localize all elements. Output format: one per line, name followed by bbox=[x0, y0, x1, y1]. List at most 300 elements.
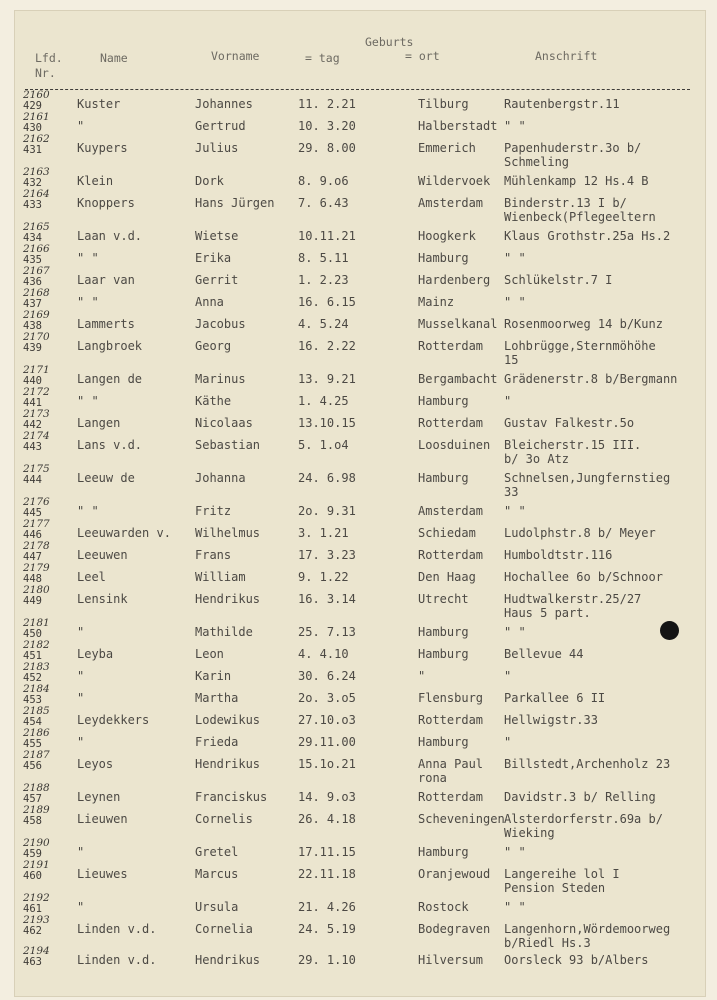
first-name: Marcus bbox=[195, 867, 239, 881]
birth-date: 1. 4.25 bbox=[298, 394, 349, 408]
birth-date: 22.11.18 bbox=[298, 867, 356, 881]
address: " bbox=[504, 669, 512, 683]
table-row bbox=[15, 309, 705, 339]
birth-place: Scheveningen bbox=[418, 812, 505, 826]
header-vorname: Vorname bbox=[211, 49, 260, 63]
address: Klaus Grothstr.25a Hs.2 bbox=[504, 229, 671, 243]
table-row bbox=[15, 364, 705, 394]
address-line2: Pension Steden bbox=[504, 881, 606, 895]
surname: " " bbox=[77, 504, 99, 518]
table-row bbox=[15, 408, 705, 438]
birth-place: Hilversum bbox=[418, 953, 484, 967]
address-line2: 15 bbox=[504, 353, 519, 367]
birth-date: 17. 3.23 bbox=[298, 548, 356, 562]
surname: Leeuwen bbox=[77, 548, 128, 562]
address: " " bbox=[504, 845, 526, 859]
header-rule bbox=[25, 89, 690, 90]
surname: Lans v.d. bbox=[77, 438, 143, 452]
address: Hudtwalkerstr.25/27 bbox=[504, 592, 642, 606]
first-name: Hendrikus bbox=[195, 953, 261, 967]
first-name: Sebastian bbox=[195, 438, 261, 452]
table-row bbox=[15, 89, 705, 119]
address: Schlükelstr.7 I bbox=[504, 273, 613, 287]
table-row bbox=[15, 463, 705, 499]
handwritten-number: 2180 bbox=[23, 584, 50, 596]
birth-date: 10.11.21 bbox=[298, 229, 356, 243]
birth-place: Hamburg bbox=[418, 251, 469, 265]
surname: " bbox=[77, 691, 85, 705]
handwritten-number: 2161 bbox=[23, 111, 50, 123]
address-line2: Schmeling bbox=[504, 155, 570, 169]
address-line2: 33 bbox=[504, 485, 519, 499]
surname: " " bbox=[77, 251, 99, 265]
surname: Langen bbox=[77, 416, 121, 430]
handwritten-number: 2170 bbox=[23, 331, 50, 343]
row-number: 454 bbox=[23, 716, 42, 728]
surname: Lieuwen bbox=[77, 812, 128, 826]
birth-place: Hamburg bbox=[418, 735, 469, 749]
table-row bbox=[15, 584, 705, 620]
handwritten-number: 2183 bbox=[23, 661, 50, 673]
handwritten-number: 2191 bbox=[23, 859, 50, 871]
header-anschrift: Anschrift bbox=[535, 49, 598, 63]
birth-place: Wildervoek bbox=[418, 174, 491, 188]
birth-place: Hamburg bbox=[418, 471, 469, 485]
table-row bbox=[15, 804, 705, 840]
surname: Kuypers bbox=[77, 141, 128, 155]
birth-date: 7. 6.43 bbox=[298, 196, 349, 210]
table-row bbox=[15, 243, 705, 273]
address: Binderstr.13 I b/ bbox=[504, 196, 627, 210]
birth-place: Tilburg bbox=[418, 97, 469, 111]
handwritten-number: 2169 bbox=[23, 309, 50, 321]
address: Rautenbergstr.11 bbox=[504, 97, 620, 111]
first-name: Käthe bbox=[195, 394, 232, 408]
row-number: 437 bbox=[23, 298, 42, 310]
address: Parkallee 6 II bbox=[504, 691, 606, 705]
first-name: Karin bbox=[195, 669, 232, 683]
surname: " " bbox=[77, 394, 99, 408]
row-number: 439 bbox=[23, 342, 42, 354]
birth-place: Bodegraven bbox=[418, 922, 491, 936]
birth-place: Amsterdam bbox=[418, 196, 484, 210]
row-number: 447 bbox=[23, 551, 42, 563]
birth-date: 27.10.o3 bbox=[298, 713, 356, 727]
birth-date: 1. 2.23 bbox=[298, 273, 349, 287]
handwritten-number: 2181 bbox=[23, 617, 50, 629]
birth-place: Rotterdam bbox=[418, 548, 484, 562]
address: " " bbox=[504, 251, 526, 265]
first-name: Lodewikus bbox=[195, 713, 261, 727]
row-number: 446 bbox=[23, 529, 42, 541]
first-name: Marinus bbox=[195, 372, 246, 386]
handwritten-number: 2176 bbox=[23, 496, 50, 508]
row-number: 449 bbox=[23, 595, 42, 607]
birth-date: 15.1o.21 bbox=[298, 757, 356, 771]
row-number: 458 bbox=[23, 815, 42, 827]
first-name: Fritz bbox=[195, 504, 232, 518]
birth-place: Mainz bbox=[418, 295, 455, 309]
birth-date: 16. 2.22 bbox=[298, 339, 356, 353]
row-number: 443 bbox=[23, 441, 42, 453]
table-row bbox=[15, 496, 705, 526]
surname: Leyos bbox=[77, 757, 114, 771]
surname: Leyba bbox=[77, 647, 114, 661]
handwritten-number: 2177 bbox=[23, 518, 50, 530]
first-name: Hans Jürgen bbox=[195, 196, 275, 210]
birth-date: 8. 9.o6 bbox=[298, 174, 349, 188]
surname: " bbox=[77, 119, 85, 133]
surname: Linden v.d. bbox=[77, 922, 157, 936]
address: Humboldtstr.116 bbox=[504, 548, 613, 562]
row-number: 448 bbox=[23, 573, 42, 585]
address: Mühlenkamp 12 Hs.4 B bbox=[504, 174, 649, 188]
handwritten-number: 2166 bbox=[23, 243, 50, 255]
address: Langereihe lol I bbox=[504, 867, 620, 881]
handwritten-number: 2174 bbox=[23, 430, 50, 442]
address: " " bbox=[504, 295, 526, 309]
first-name: Georg bbox=[195, 339, 232, 353]
first-name: Erika bbox=[195, 251, 232, 265]
row-number: 438 bbox=[23, 320, 42, 332]
surname: Lieuwes bbox=[77, 867, 128, 881]
address: Bellevue 44 bbox=[504, 647, 584, 661]
surname: " bbox=[77, 735, 85, 749]
surname: Lensink bbox=[77, 592, 128, 606]
address: " bbox=[504, 394, 512, 408]
table-row bbox=[15, 166, 705, 196]
handwritten-number: 2163 bbox=[23, 166, 50, 178]
row-number: 430 bbox=[23, 122, 42, 134]
address-line2: b/ 3o Atz bbox=[504, 452, 570, 466]
birth-date: 17.11.15 bbox=[298, 845, 356, 859]
table-row bbox=[15, 540, 705, 570]
row-number: 462 bbox=[23, 925, 42, 937]
birth-place: Loosduinen bbox=[418, 438, 491, 452]
birth-date: 2o. 3.o5 bbox=[298, 691, 356, 705]
row-number: 435 bbox=[23, 254, 42, 266]
address: Langenhorn,Wördemoorweg bbox=[504, 922, 671, 936]
row-number: 440 bbox=[23, 375, 42, 387]
surname: Leeuw de bbox=[77, 471, 135, 485]
first-name: Jacobus bbox=[195, 317, 246, 331]
table-row bbox=[15, 331, 705, 367]
birth-date: 4. 5.24 bbox=[298, 317, 349, 331]
surname: Leeuwarden v. bbox=[77, 526, 171, 540]
handwritten-number: 2165 bbox=[23, 221, 50, 233]
table-row bbox=[15, 892, 705, 922]
row-number: 459 bbox=[23, 848, 42, 860]
birth-date: 30. 6.24 bbox=[298, 669, 356, 683]
row-number: 432 bbox=[23, 177, 42, 189]
address: Davidstr.3 b/ Relling bbox=[504, 790, 656, 804]
row-number: 455 bbox=[23, 738, 42, 750]
handwritten-number: 2186 bbox=[23, 727, 50, 739]
first-name: Franciskus bbox=[195, 790, 268, 804]
table-row bbox=[15, 430, 705, 466]
first-name: Ursula bbox=[195, 900, 239, 914]
birth-place: Bergambacht bbox=[418, 372, 498, 386]
table-row bbox=[15, 111, 705, 141]
birth-date: 10. 3.20 bbox=[298, 119, 356, 133]
address: Bleicherstr.15 III. bbox=[504, 438, 642, 452]
birth-place: Den Haag bbox=[418, 570, 476, 584]
first-name: Gretel bbox=[195, 845, 239, 859]
birth-date: 24. 5.19 bbox=[298, 922, 356, 936]
surname: Laan v.d. bbox=[77, 229, 143, 243]
surname: Leynen bbox=[77, 790, 121, 804]
handwritten-number: 2171 bbox=[23, 364, 50, 376]
address: Grädenerstr.8 b/Bergmann bbox=[504, 372, 678, 386]
birth-place: Hamburg bbox=[418, 625, 469, 639]
birth-place: Hamburg bbox=[418, 394, 469, 408]
birth-place: Hamburg bbox=[418, 845, 469, 859]
birth-place: Rotterdam bbox=[418, 416, 484, 430]
surname: " " bbox=[77, 295, 99, 309]
first-name: Cornelis bbox=[195, 812, 253, 826]
address: Hochallee 6o b/Schnoor bbox=[504, 570, 663, 584]
handwritten-number: 2175 bbox=[23, 463, 50, 475]
birth-place: Utrecht bbox=[418, 592, 469, 606]
birth-date: 9. 1.22 bbox=[298, 570, 349, 584]
header-tag: = tag bbox=[305, 51, 340, 65]
handwritten-number: 2164 bbox=[23, 188, 50, 200]
handwritten-number: 2192 bbox=[23, 892, 50, 904]
first-name: Frans bbox=[195, 548, 232, 562]
table-row bbox=[15, 617, 705, 647]
header-name: Name bbox=[100, 51, 128, 65]
birth-date: 24. 6.98 bbox=[298, 471, 356, 485]
birth-date: 13.10.15 bbox=[298, 416, 356, 430]
row-number: 456 bbox=[23, 760, 42, 772]
punch-hole bbox=[660, 621, 679, 640]
handwritten-number: 2168 bbox=[23, 287, 50, 299]
handwritten-number: 2190 bbox=[23, 837, 50, 849]
birth-date: 26. 4.18 bbox=[298, 812, 356, 826]
table-row bbox=[15, 837, 705, 867]
surname: Klein bbox=[77, 174, 114, 188]
first-name: Hendrikus bbox=[195, 592, 261, 606]
handwritten-number: 2184 bbox=[23, 683, 50, 695]
birth-date: 25. 7.13 bbox=[298, 625, 356, 639]
first-name: William bbox=[195, 570, 246, 584]
birth-place: Flensburg bbox=[418, 691, 484, 705]
birth-place: Halberstadt bbox=[418, 119, 498, 133]
first-name: Wilhelmus bbox=[195, 526, 261, 540]
table-row bbox=[15, 749, 705, 785]
surname: Linden v.d. bbox=[77, 953, 157, 967]
address: " " bbox=[504, 625, 526, 639]
address-line2: b/Riedl Hs.3 bbox=[504, 936, 591, 950]
surname: Laar van bbox=[77, 273, 135, 287]
row-number: 457 bbox=[23, 793, 42, 805]
surname: " bbox=[77, 625, 85, 639]
row-number: 433 bbox=[23, 199, 42, 211]
birth-place: Rostock bbox=[418, 900, 469, 914]
address: Papenhuderstr.3o b/ bbox=[504, 141, 642, 155]
birth-date: 8. 5.11 bbox=[298, 251, 349, 265]
handwritten-number: 2193 bbox=[23, 914, 50, 926]
table-row bbox=[15, 287, 705, 317]
header-nr: Nr. bbox=[35, 66, 56, 80]
first-name: Gertrud bbox=[195, 119, 246, 133]
surname: Lammerts bbox=[77, 317, 135, 331]
address: Ludolphstr.8 b/ Meyer bbox=[504, 526, 656, 540]
birth-place: Rotterdam bbox=[418, 339, 484, 353]
address-line2: Haus 5 part. bbox=[504, 606, 591, 620]
surname: Langen de bbox=[77, 372, 143, 386]
birth-date: 2o. 9.31 bbox=[298, 504, 356, 518]
first-name: Hendrikus bbox=[195, 757, 261, 771]
row-number: 444 bbox=[23, 474, 42, 486]
address-line2: Wieking bbox=[504, 826, 555, 840]
first-name: Leon bbox=[195, 647, 224, 661]
table-row bbox=[15, 782, 705, 812]
handwritten-number: 2173 bbox=[23, 408, 50, 420]
handwritten-number: 2160 bbox=[23, 89, 50, 101]
row-number: 460 bbox=[23, 870, 42, 882]
header-ort: = ort bbox=[405, 49, 440, 63]
table-row bbox=[15, 914, 705, 950]
birth-place: Rotterdam bbox=[418, 713, 484, 727]
handwritten-number: 2162 bbox=[23, 133, 50, 145]
row-number: 450 bbox=[23, 628, 42, 640]
table-row bbox=[15, 562, 705, 592]
birth-place: Emmerich bbox=[418, 141, 476, 155]
birth-place: Hoogkerk bbox=[418, 229, 476, 243]
header-lfd: Lfd. bbox=[35, 51, 63, 65]
first-name: Nicolaas bbox=[195, 416, 253, 430]
birth-place: " bbox=[418, 669, 426, 683]
address: Billstedt,Archenholz 23 bbox=[504, 757, 671, 771]
first-name: Johannes bbox=[195, 97, 253, 111]
address: " bbox=[504, 735, 512, 749]
first-name: Anna bbox=[195, 295, 224, 309]
birth-place: Schiedam bbox=[418, 526, 476, 540]
first-name: Johanna bbox=[195, 471, 246, 485]
address: Hellwigstr.33 bbox=[504, 713, 598, 727]
table-row bbox=[15, 727, 705, 757]
first-name: Martha bbox=[195, 691, 239, 705]
table-row bbox=[15, 518, 705, 548]
birth-date: 29.11.00 bbox=[298, 735, 356, 749]
first-name: Cornelia bbox=[195, 922, 253, 936]
birth-place: Musselkanal bbox=[418, 317, 498, 331]
address: Schnelsen,Jungfernstieg bbox=[504, 471, 671, 485]
birth-place-line2: rona bbox=[418, 771, 447, 785]
handwritten-number: 2189 bbox=[23, 804, 50, 816]
table-row bbox=[15, 133, 705, 169]
address: Lohbrügge,Sternmöhöhe bbox=[504, 339, 656, 353]
birth-date: 29. 8.00 bbox=[298, 141, 356, 155]
birth-date: 29. 1.10 bbox=[298, 953, 356, 967]
first-name: Julius bbox=[195, 141, 239, 155]
surname: Langbroek bbox=[77, 339, 143, 353]
table-row bbox=[15, 661, 705, 691]
birth-date: 3. 1.21 bbox=[298, 526, 349, 540]
handwritten-number: 2187 bbox=[23, 749, 50, 761]
surname: " bbox=[77, 669, 85, 683]
first-name: Gerrit bbox=[195, 273, 239, 287]
row-number: 429 bbox=[23, 100, 42, 112]
row-number: 461 bbox=[23, 903, 42, 915]
document-page bbox=[14, 10, 706, 997]
row-number: 431 bbox=[23, 144, 42, 156]
surname: Kuster bbox=[77, 97, 121, 111]
row-number: 442 bbox=[23, 419, 42, 431]
row-number: 445 bbox=[23, 507, 42, 519]
table-row bbox=[15, 265, 705, 295]
table-row bbox=[15, 386, 705, 416]
first-name: Mathilde bbox=[195, 625, 253, 639]
row-number: 434 bbox=[23, 232, 42, 244]
birth-date: 11. 2.21 bbox=[298, 97, 356, 111]
table-row bbox=[15, 945, 705, 975]
row-number: 436 bbox=[23, 276, 42, 288]
surname: " bbox=[77, 900, 85, 914]
address: Rosenmoorweg 14 b/Kunz bbox=[504, 317, 663, 331]
address: " " bbox=[504, 504, 526, 518]
handwritten-number: 2167 bbox=[23, 265, 50, 277]
table-row bbox=[15, 188, 705, 224]
address: Gustav Falkestr.5o bbox=[504, 416, 635, 430]
handwritten-number: 2179 bbox=[23, 562, 50, 574]
table-row bbox=[15, 221, 705, 251]
birth-place: Hamburg bbox=[418, 647, 469, 661]
first-name: Wietse bbox=[195, 229, 239, 243]
surname: Leel bbox=[77, 570, 106, 584]
birth-date: 16. 3.14 bbox=[298, 592, 356, 606]
address: Oorsleck 93 b/Albers bbox=[504, 953, 649, 967]
handwritten-number: 2182 bbox=[23, 639, 50, 651]
table-row bbox=[15, 859, 705, 895]
row-number: 451 bbox=[23, 650, 42, 662]
birth-date: 14. 9.o3 bbox=[298, 790, 356, 804]
surname: Knoppers bbox=[77, 196, 135, 210]
birth-date: 4. 4.10 bbox=[298, 647, 349, 661]
handwritten-number: 2194 bbox=[23, 945, 50, 957]
address-line2: Wienbeck(Pflegeeltern bbox=[504, 210, 656, 224]
address: " " bbox=[504, 119, 526, 133]
birth-place: Oranjewoud bbox=[418, 867, 491, 881]
row-number: 463 bbox=[23, 956, 42, 968]
birth-date: 13. 9.21 bbox=[298, 372, 356, 386]
handwritten-number: 2178 bbox=[23, 540, 50, 552]
handwritten-number: 2185 bbox=[23, 705, 50, 717]
first-name: Frieda bbox=[195, 735, 239, 749]
address: " " bbox=[504, 900, 526, 914]
surname: Leydekkers bbox=[77, 713, 150, 727]
first-name: Dork bbox=[195, 174, 224, 188]
handwritten-number: 2188 bbox=[23, 782, 50, 794]
row-number: 453 bbox=[23, 694, 42, 706]
address: Alsterdorferstr.69a b/ bbox=[504, 812, 663, 826]
row-number: 441 bbox=[23, 397, 42, 409]
table-row bbox=[15, 639, 705, 669]
birth-date: 5. 1.o4 bbox=[298, 438, 349, 452]
row-number: 452 bbox=[23, 672, 42, 684]
surname: " bbox=[77, 845, 85, 859]
table-row bbox=[15, 705, 705, 735]
birth-place: Anna Paul bbox=[418, 757, 484, 771]
birth-date: 21. 4.26 bbox=[298, 900, 356, 914]
table-row bbox=[15, 683, 705, 713]
birth-place: Amsterdam bbox=[418, 504, 484, 518]
handwritten-number: 2172 bbox=[23, 386, 50, 398]
header-geburts: Geburts bbox=[365, 35, 414, 49]
birth-place: Hardenberg bbox=[418, 273, 491, 287]
birth-date: 16. 6.15 bbox=[298, 295, 356, 309]
